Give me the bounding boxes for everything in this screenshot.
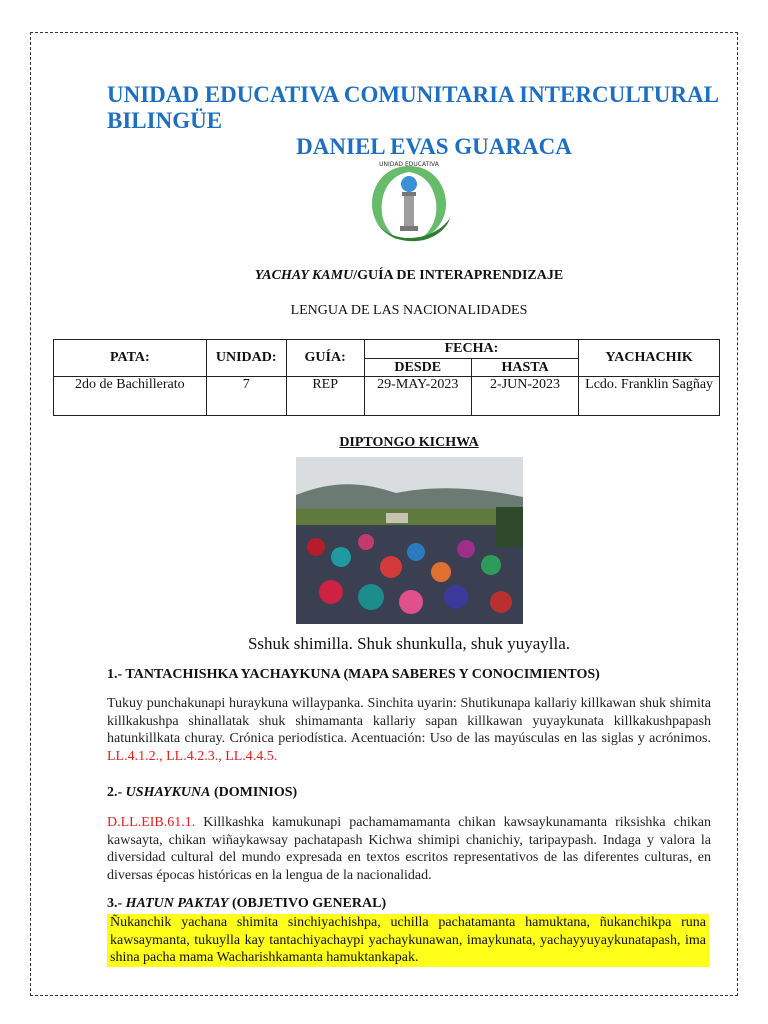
section1-text (107, 695, 711, 765)
header-unidad: UNIDAD: (206, 340, 286, 377)
guide-title-rest: /GUÍA DE INTERAPRENDIZAJE (353, 268, 564, 283)
header-yachachik: YACHACHIK (579, 340, 720, 377)
section1-heading: 1.- TANTACHISHKA YACHAYKUNA (MAPA SABERES Y CONOCIMIENTOS) (107, 667, 600, 682)
cell-desde: 29-MAY-2023 (364, 377, 471, 416)
guide-title-italic: YACHAY KAMU (254, 268, 354, 283)
cell-pata: 2do de Bachillerato (54, 377, 207, 416)
community-photo (296, 457, 523, 624)
logo-text: UNIDAD EDUCATIVA (379, 161, 439, 168)
cell-hasta: 2-JUN-2023 (471, 377, 578, 416)
header-desde: DESDE (364, 359, 471, 377)
section1-body: Tukuy punchakunapi huraykuna willaypanka. Sinchita uyarin: Shutikunapa kallariy killkawan shuk shimita killkakushpa shinallatak shuk shimamanta kallariy sapan killkawan yuyaykunata killkakushpapash hatunkillkata churay. Crónica periodística. Acentuación: Uso de las mayúsculas en las siglas y acrónimos. (107, 696, 711, 746)
section2-text (107, 814, 711, 884)
cell-guia: REP (286, 377, 364, 416)
section2-body: Killkashka kamukunapi pachamamamanta chikan kawsaykunamanta riksishka chikan kawsayta, chikan wiñaykawsay pachatapash Kichwa shimipi chanichiy, taripaypash. Indaga y valora la diversidad cultural del mundo expresada en textos escritos representativos de las diferentes culturas, en diversas épocas históricas en la lengua de la nacionalidad. (107, 815, 711, 883)
section3-text: Ñukanchik yachana shimita sinchiyachishpa, uchilla pachatamanta hamuktana, ñukanchikpa runa kawsaymanta, tukuylla kay tantachiyachaypi yachaykunawan, imaykunata, yachayyuyaykunatapash, ima shina pacha mama Wacharishkamanta hamuktankapak. (107, 914, 709, 967)
section2-heading (107, 785, 297, 801)
section3-heading (107, 896, 386, 912)
section2-code: D.LL.EIB.61.1. (107, 815, 196, 830)
greeting: Sshuk shimilla. Shuk shunkulla, shuk yuyaylla. (247, 634, 571, 653)
diptongo-title: DIPTONGO KICHWA (339, 435, 479, 450)
cell-unidad: 7 (206, 377, 286, 416)
school-name: DANIEL EVAS GUARACA (296, 134, 572, 159)
header-guia: GUÍA: (286, 340, 364, 377)
school-logo (364, 158, 454, 246)
header-fecha: FECHA: (364, 340, 579, 359)
section3-heading-italic: HATUN PAKTAY (125, 896, 229, 911)
school-title: UNIDAD EDUCATIVA COMUNITARIA INTERCULTURAL BILINGÜE (107, 82, 718, 133)
section3-heading-rest: (OBJETIVO GENERAL) (228, 896, 387, 911)
section3-heading-num: 3.- (107, 896, 126, 911)
section2-heading-rest: (DOMINIOS) (210, 785, 298, 800)
cell-yachachik: Lcdo. Franklin Sagñay (579, 377, 720, 416)
section2-heading-italic: USHAYKUNA (125, 785, 211, 800)
subject-line: LENGUA DE LAS NACIONALIDADES (290, 303, 528, 318)
header-pata: PATA: (54, 340, 207, 377)
guide-title (0, 268, 768, 284)
header-hasta: HASTA (471, 359, 578, 377)
section2-heading-num: 2.- (107, 785, 126, 800)
info-table (53, 339, 720, 416)
school-logo-emblem (364, 158, 454, 246)
section1-codes: LL.4.1.2., LL.4.2.3., LL.4.4.5. (107, 748, 278, 764)
